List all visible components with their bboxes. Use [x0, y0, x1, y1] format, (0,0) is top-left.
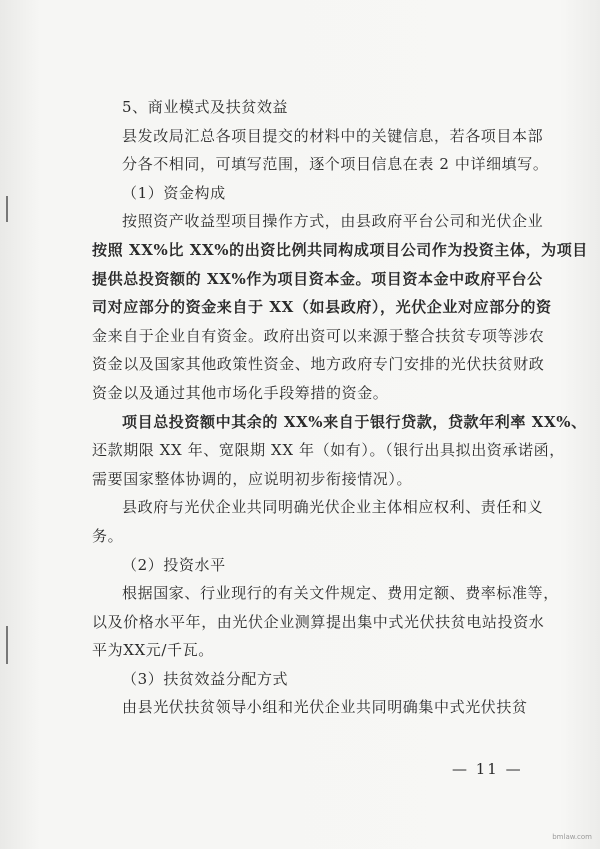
intro-paragraph: 县发改局汇总各项目提交的材料中的关键信息，若各项目本部 分各不相同，可填写范围，逐个项目信息在表 2 中详细填写。	[122, 126, 549, 174]
subheading-funding: （1）资金构成	[122, 183, 226, 202]
subheading-benefit: （3）扶贫效益分配方式	[122, 669, 289, 688]
loan-paragraph: 项目总投资额中其余的 XX%来自于银行贷款，贷款年利率 XX%、 还款期限 XX 年、宽限期 XX 年（如有）。（银行出具拟出资承诺函， 需要国家整体协调的，应说明初步衔接情况）。	[92, 412, 587, 488]
duty-paragraph: 县政府与光伏企业共同明确光伏企业主体相应权利、责任和义 务。	[92, 498, 544, 545]
page-number: — 11 —	[452, 760, 523, 778]
benefit-paragraph: 由县光伏扶贫领导小组和光伏企业共同明确集中式光伏扶贫	[122, 698, 528, 717]
binding-mark	[6, 196, 8, 222]
investment-paragraph: 根据国家、行业现行的有关文件规定、费用定额、费率标准等， 以及价格水平年，由光伏企业测算提出集中式光伏扶贫电站投资水 平为XX元/千瓦。	[92, 584, 559, 660]
body-text	[92, 93, 588, 722]
binding-mark	[6, 626, 8, 664]
section-heading: 5、商业模式及扶贫效益	[122, 98, 289, 116]
funding-paragraph: 按照资产收益型项目操作方式，由县政府平台公司和光伏企业 按照 XX%比 XX%的出资比例共同构成项目公司作为投资主体，为项目 提供总投资额的 XX%作为项目资本金。项目资本金中政府平台公 司对应部分的资金来自于 XX（如县政府），光伏企业对应部分的资 金来自于企业自有资金。政府出资可以来源于整合扶贫专项等涉农 资金以及国家其他政策性资金、地方政府专门安排的光伏扶贫财政 资金以及通过其他市场化手段筹措的资金。	[92, 212, 588, 402]
subheading-investment: （2）投资水平	[122, 555, 226, 574]
watermark: bmlaw.com	[552, 833, 592, 841]
